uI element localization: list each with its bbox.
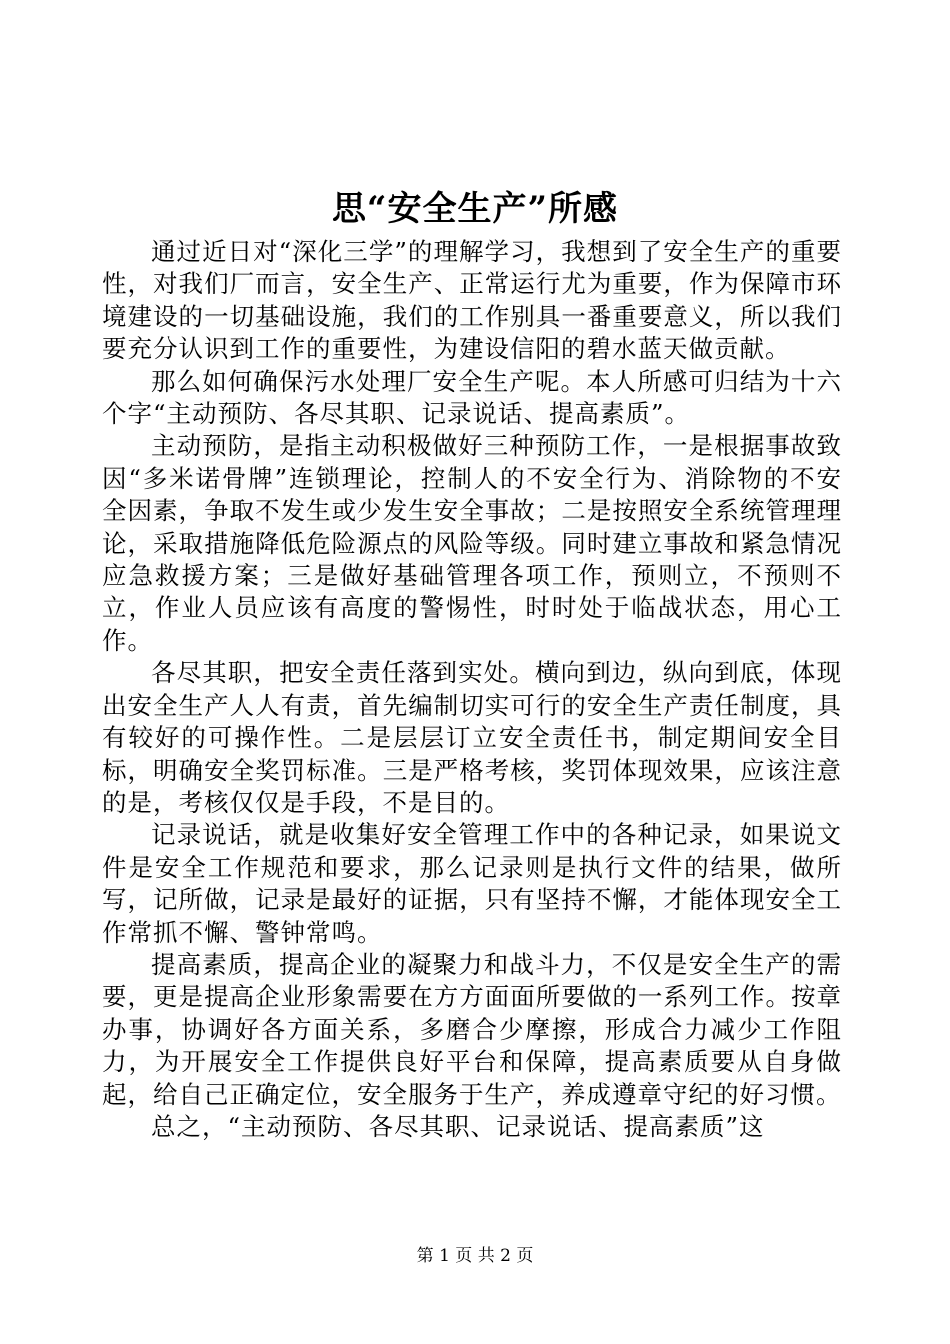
paragraph-6: 提高素质，提高企业的凝聚力和战斗力，不仅是安全生产的需要，更是提高企业形象需要在方方面面所要做的一系列工作。按章办事，协调好各方面关系，多磨合少摩擦，形成合力减少工作阻力，为开展安全工作提供良好平台和保障，提高素质要从自身做起，给自己正确定位，安全服务于生产，养成遵章守纪的好习惯。	[102, 949, 842, 1109]
page-title: 思“安全生产”所感	[331, 189, 619, 229]
page-footer: 第 1 页 共 2 页	[416, 1246, 534, 1266]
paragraph-2: 那么如何确保污水处理厂安全生产呢。本人所感可归结为十六个字“主动预防、各尽其职、记录说话、提高素质”。	[102, 366, 842, 429]
paragraph-1: 通过近日对“深化三学”的理解学习，我想到了安全生产的重要性，对我们厂而言，安全生产、正常运行尤为重要，作为保障市环境建设的一切基础设施，我们的工作别具一番重要意义，所以我们要充分认识到工作的重要性，为建设信阳的碧水蓝天做贡献。	[102, 237, 842, 364]
paragraph-4: 各尽其职，把安全责任落到实处。横向到边，纵向到底，体现出安全生产人人有责，首先编制切实可行的安全生产责任制度，具有较好的可操作性。二是层层订立安全责任书，制定期间安全目标，明确安全奖罚标准。三是严格考核，奖罚体现效果，应该注意的是，考核仅仅是手段，不是目的。	[102, 658, 842, 817]
paragraph-5: 记录说话，就是收集好安全管理工作中的各种记录，如果说文件是安全工作规范和要求，那么记录则是执行文件的结果，做所写，记所做，记录是最好的证据，只有坚持不懈，才能体现安全工作常抓不懈、警钟常鸣。	[102, 820, 842, 947]
paragraph-3: 主动预防，是指主动积极做好三种预防工作，一是根据事故致因“多米诺骨牌”连锁理论，控制人的不安全行为、消除物的不安全因素，争取不发生或少发生安全事故；二是按照安全系统管理理论，采取措施降低危险源点的风险等级。同时建立事故和紧急情况应急救援方案；三是做好基础管理各项工作，预则立，不预则不立，作业人员应该有高度的警惕性，时时处于临战状态，用心工作。	[102, 431, 842, 655]
paragraph-7: 总之，“主动预防、各尽其职、记录说话、提高素质”这	[151, 1111, 765, 1141]
document-body	[102, 236, 842, 1143]
